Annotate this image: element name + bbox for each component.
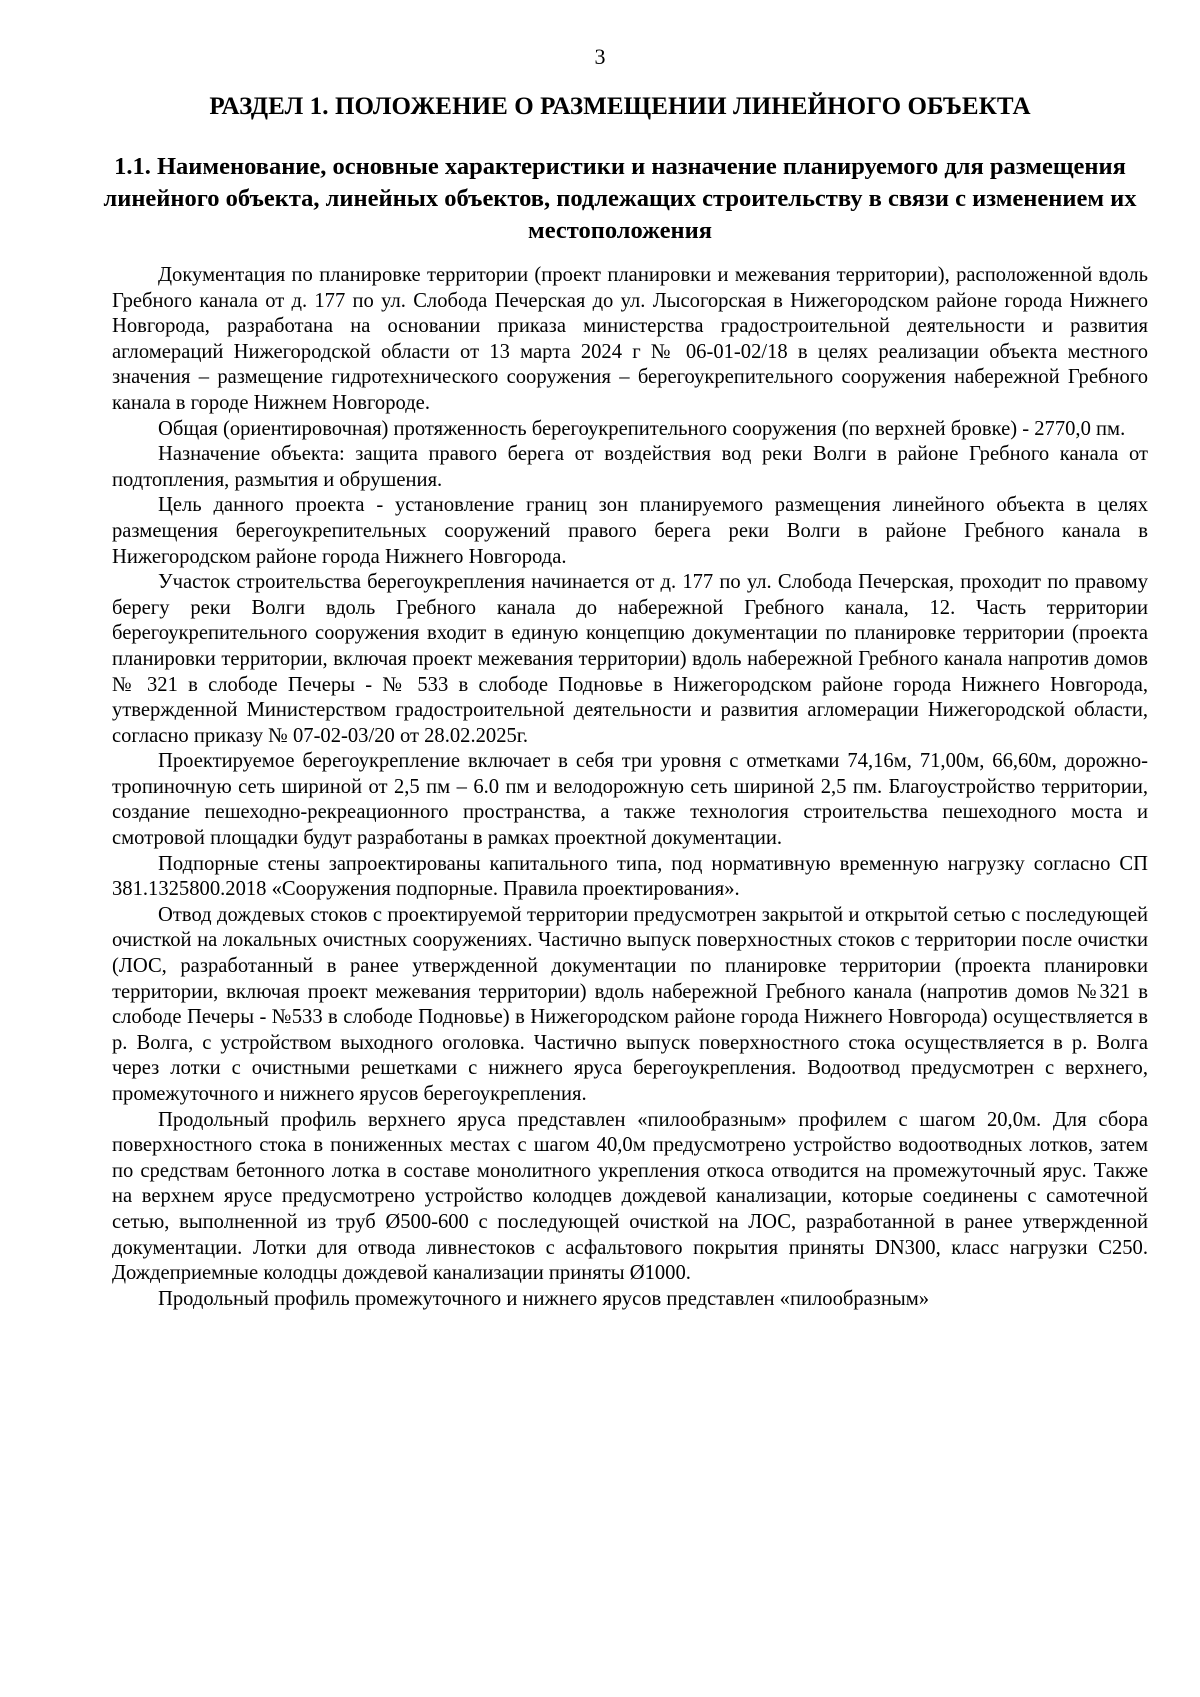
- document-body: [112, 263, 1148, 1312]
- subsection-title: 1.1. Наименование, основные характеристики и назначение планируемого для размещения линейного объекта, линейных объектов, подлежащих строительству в связи с изменением их местоположения: [103, 153, 1137, 244]
- paragraph: Продольный профиль промежуточного и нижнего ярусов представлен «пилообразным»: [158, 1287, 930, 1310]
- section-title: РАЗДЕЛ 1. ПОЛОЖЕНИЕ О РАЗМЕЩЕНИИ ЛИНЕЙНОГО ОБЪЕКТА: [209, 93, 1031, 120]
- paragraph: Отвод дождевых стоков с проектируемой территории предусмотрен закрытой и открытой сетью с последующей очисткой на локальных очистных сооружениях. Частично выпуск поверхностных стоков с территории после очистки (ЛОС, разработанный в ранее утвержденной документации по планировке территории (проекта планировки территории, включая проект межевания территории) вдоль набережной Гребного канала (напротив домов №321 в слободе Печеры - №533 в слободе Подновье) в Нижегородском районе города Нижнего Новгорода) осуществляется в р. Волга, с устройством выходного оголовка. Частично выпуск поверхностного стока осуществляется в р. Волга через лотки с очистными решетками с нижнего яруса берегоукрепления. Водоотвод предусмотрен с верхнего, промежуточного и нижнего ярусов берегоукрепления.: [112, 903, 1148, 1105]
- paragraph: Продольный профиль верхнего яруса представлен «пилообразным» профилем с шагом 20,0м. Для сбора поверхностного стока в пониженных местах с шагом 40,0м предусмотрено устройство водоотводных лотков, затем по средствам бетонного лотка в составе монолитного укрепления откоса отводится на промежуточный ярус. Также на верхнем ярусе предусмотрено устройство колодцев дождевой канализации, которые соединены с самотечной сетью, выполненной из труб Ø500-600 с последующей очисткой на ЛОС, разработанной в ранее утвержденной документации. Лотки для отвода ливнестоков с асфальтового покрытия приняты DN300, класс нагрузки С250. Дождеприемные колодцы дождевой канализации приняты Ø1000.: [112, 1108, 1148, 1285]
- paragraph: Участок строительства берегоукрепления начинается от д. 177 по ул. Слобода Печерская, проходит по правому берегу реки Волги вдоль Гребного канала до набережной Гребного канала, 12. Часть территории берегоукрепительного сооружения входит в единую концепцию документации по планировке территории (проекта планировки территории, включая проект межевания территории) вдоль набережной Гребного канала напротив домов № 321 в слободе Печеры - № 533 в слободе Подновье в Нижегородском районе города Нижнего Новгорода, утвержденной Министерством градостроительной деятельности и развития агломерации Нижегородской области, согласно приказу № 07-02-03/20 от 28.02.2025г.: [112, 571, 1148, 747]
- paragraph: Подпорные стены запроектированы капитального типа, под нормативную временную нагрузку согласно СП 381.1325800.2018 «Сооружения подпорные. Правила проектирования».: [112, 852, 1148, 901]
- paragraph: Общая (ориентировочная) протяженность берегоукрепительного сооружения (по верхней бровке) - 2770,0 пм.: [158, 417, 1126, 440]
- page-number: 3: [594, 44, 606, 69]
- paragraph: Проектируемое берегоукрепление включает в себя три уровня с отметками 74,16м, 71,00м, 66,60м, дорожно-тропиночную сеть шириной от 2,5 пм – 6.0 пм и велодорожную сеть шириной 2,5 пм. Благоустройство территории, создание пешеходно-рекреационного пространства, а также технология строительства пешеходного моста и смотровой площадки будут разработаны в рамках проектной документации.: [112, 750, 1148, 850]
- paragraph: Документация по планировке территории (проект планировки и межевания территории), расположенной вдоль Гребного канала от д. 177 по ул. Слобода Печерская до ул. Лысогорская в Нижегородском районе города Нижнего Новгорода, разработана на основании приказа министерства градостроительной деятельности и развития агломераций Нижегородской области от 13 марта 2024 г № 06-01-02/18 в целях реализации объекта местного значения – размещение гидротехнического сооружения – берегоукрепительного сооружения набережной Гребного канала в городе Нижнем Новгороде.: [112, 264, 1148, 414]
- paragraph: Назначение объекта: защита правого берега от воздействия вод реки Волги в районе Гребного канала от подтопления, размытия и обрушения.: [112, 443, 1148, 491]
- paragraph: Цель данного проекта - установление границ зон планируемого размещения линейного объекта в целях размещения берегоукрепительных сооружений правого берега реки Волги в районе Гребного канала в Нижегородском районе города Нижнего Новгорода.: [112, 494, 1148, 568]
